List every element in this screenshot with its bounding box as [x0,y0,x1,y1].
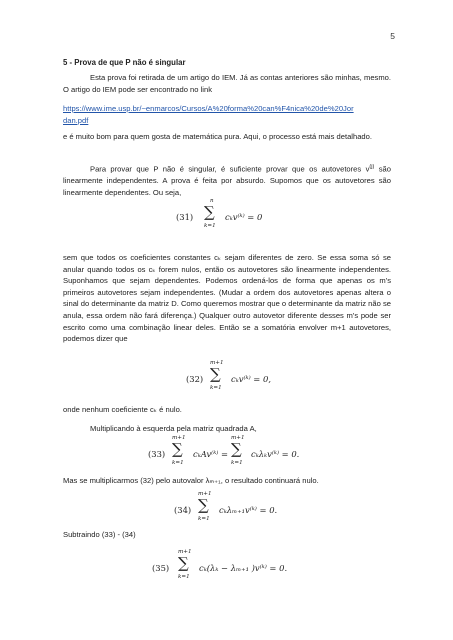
eq32-lower-limit: k=1 [210,385,222,391]
eq34-sigma: ∑ [198,496,209,514]
eq34-label: (34) [174,505,192,515]
eq33-lower-limit-1: k=1 [172,460,184,466]
eq33-upper-limit-1: m+1 [172,435,186,441]
but-text: Mas se multiplicarmos (32) pelo autovalor λₘ₊₁, o resultado continuará nulo. [63,476,319,485]
long-paragraph: sem que todos os coeficientes constantes cₖ sejam diferentes de zero. Se essa soma só se anular quando todos os cₖ forem nulos, então os autovetores são linearmente independentes. Suponhamos que sejam dependentes. Podemos ordená-los de forma que apenas os m's primeiros autovetores sejam independentes. (Mudar a ordem dos autovetores apenas altera o sinal do determinante da matriz D. Como queremos mostrar que o determinante da matriz não se anula, essa ordem não fará diferença.) Qualquer outro autovetor diferente desses m's pode ser escrito como uma combinação linear deles. Então se a somatória envolver m+1 autovetores, podemos dizer que [63,253,391,344]
subtract-text: Subtraindo (33) - (34) [63,530,136,539]
eq31-lower-limit: k=1 [204,223,216,229]
eq33-body-right: cₖλₖv⁽ᵏ⁾ = 0. [251,449,300,459]
eq33-upper-limit-2: m+1 [231,435,245,441]
eq32-upper-limit: m+1 [210,360,224,366]
eq31-label: (31) [176,212,194,222]
eq32-label: (32) [186,374,204,384]
source-link[interactable] [63,103,391,126]
section-heading: 5 - Prova de que P não é singular [63,58,186,67]
eq31-body: cₖv⁽ᵏ⁾ = 0 [225,212,263,222]
eq35-body: cₖ(λₖ − λₘ₊₁ )v⁽ᵏ⁾ = 0. [199,563,288,573]
prove-text-rest: linearmente independentes. A prova é feita por absurdo. Supomos que os autovetores são linearmente dependentes. Ou seja, [63,176,391,197]
link-line-2[interactable]: dan.pdf [63,115,89,125]
prove-sup: (j) [369,164,375,170]
eq34-body: cₖλₘ₊₁v⁽ᵏ⁾ = 0. [219,505,278,515]
eq33-body-left: cₖAv⁽ᵏ⁾ = [193,449,229,459]
eq31-upper-limit: n [210,198,214,204]
eq35-lower-limit: k=1 [178,574,190,580]
page-number: 5 [390,31,395,41]
prove-paragraph [63,162,391,198]
eq35-upper-limit: m+1 [178,549,192,555]
eq31-sigma: ∑ [204,203,215,221]
eq33-sigma-2: ∑ [231,440,242,458]
intro-paragraph: Esta prova foi retirada de um artigo do IEM. Já as contas anteriores são minhas, mesmo. O artigo do IEM pode ser encontrado no link [63,73,391,94]
eq33-lower-limit-2: k=1 [231,460,243,466]
eq33-sigma-1: ∑ [172,440,183,458]
eq32-sigma: ∑ [210,365,221,383]
multiply-text: Multiplicando à esquerda pela matriz quadrada A, [90,424,257,433]
eq34-lower-limit: k=1 [198,516,210,522]
eq35-label: (35) [152,563,170,573]
link-line-1[interactable]: https://www.ime.usp.br/~enmarcos/Cursos/A%20forma%20can%F4nica%20de%20Jor [63,104,354,113]
prove-text-start: Para provar que P não é singular, é suficiente provar que os autovetores v [90,164,370,174]
where-text: onde nenhum coeficiente cₖ é nulo. [63,405,182,414]
eq32-body: cₖv⁽ᵏ⁾ = 0, [231,374,271,384]
eq34-upper-limit: m+1 [198,491,212,497]
eq33-label: (33) [148,449,166,459]
after-link-paragraph: e é muito bom para quem gosta de matemática pura. Aqui, o processo está mais detalhado. [63,132,372,141]
eq35-sigma: ∑ [178,554,189,572]
prove-text-end: são [374,164,391,174]
